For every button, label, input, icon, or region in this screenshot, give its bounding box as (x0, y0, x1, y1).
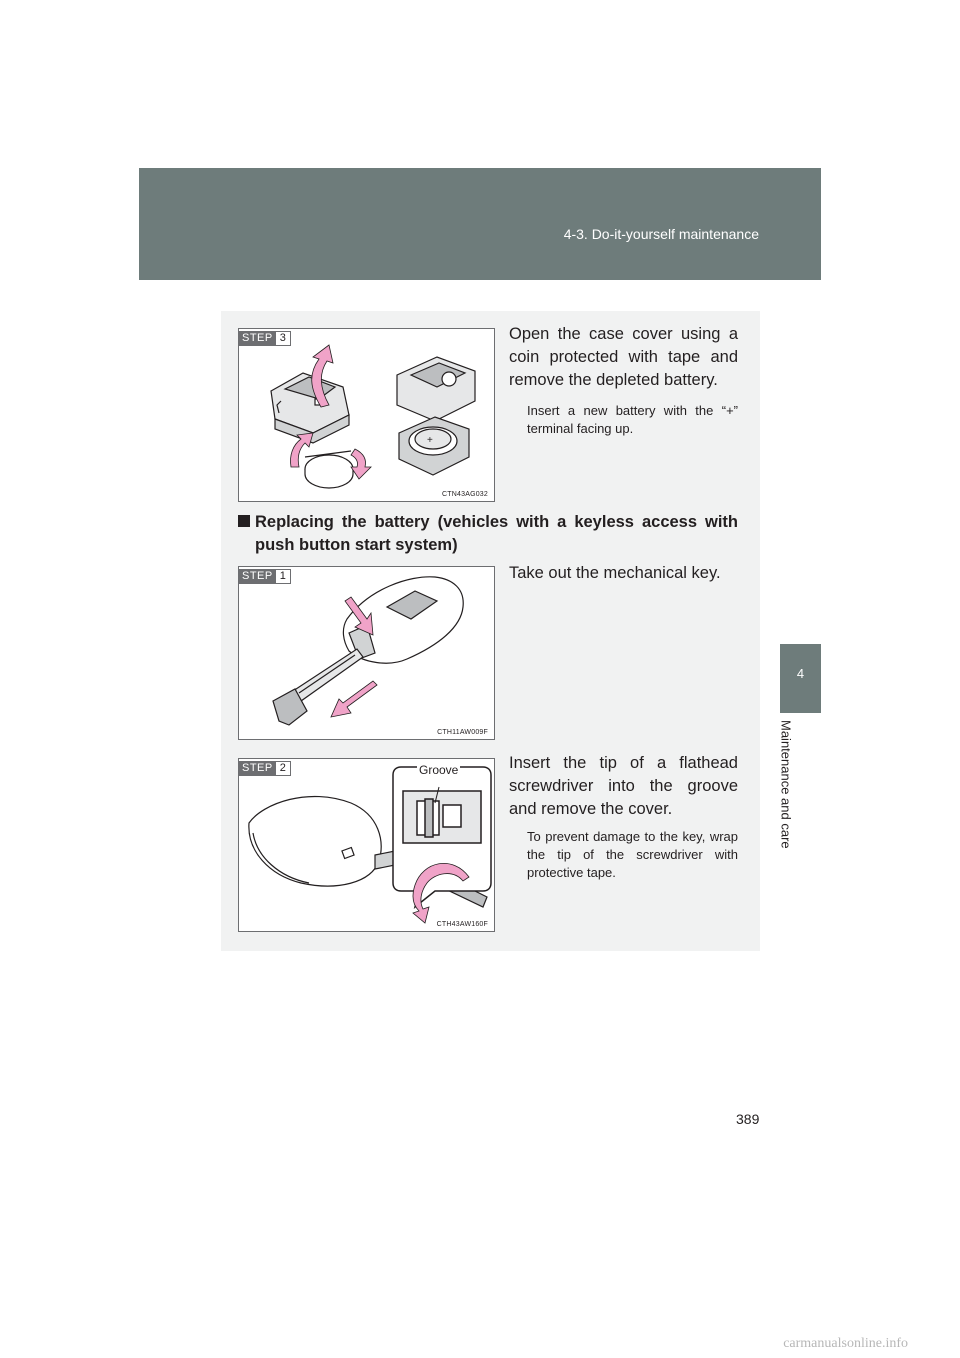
section-title: 4-3. Do-it-yourself maintenance (563, 226, 759, 242)
step-number: 1 (276, 569, 291, 584)
battery-case-illustration (239, 329, 495, 502)
figure-step-3 (238, 328, 495, 502)
subsection-heading: Replacing the battery (vehicles with a keyless access with push button start system) (238, 511, 738, 557)
step-3-text: Open the case cover using a coin protected with tape and remove the depleted battery. (509, 325, 738, 389)
figure-code: CTH43AW160F (436, 921, 488, 928)
svg-text:+: + (427, 435, 433, 446)
bullet-square-icon (238, 515, 250, 527)
step-1-text: Take out the mechanical key. (509, 564, 721, 582)
step-badge: STEP 1 (239, 569, 291, 584)
figure-step-1 (238, 566, 495, 740)
chapter-label: Maintenance and care (778, 720, 794, 849)
step-2-note: To prevent damage to the key, wrap the tip of the screwdriver with protective tape. (527, 829, 738, 880)
figure-code: CTN43AG032 (442, 491, 488, 498)
step-number: 3 (276, 331, 291, 346)
figure-step-2 (238, 758, 495, 932)
watermark: carmanualsonline.info (783, 1336, 908, 1351)
step-badge: STEP 3 (239, 331, 291, 346)
step-badge: STEP 2 (239, 761, 291, 776)
chapter-header (139, 168, 821, 280)
mechanical-key-illustration (239, 567, 495, 740)
groove-callout-label: Groove (419, 763, 459, 777)
chapter-tab (780, 644, 821, 713)
step-2-text: Insert the tip of a flathead screwdriver into the groove and remove the cover. (509, 754, 738, 818)
page-number: 389 (736, 1111, 760, 1127)
screwdriver-groove-illustration (239, 759, 495, 932)
figure-code: CTH11AW009F (437, 729, 488, 736)
step-number: 2 (276, 761, 291, 776)
step-3-note: Insert a new battery with the “+” terminal facing up. (527, 403, 738, 436)
chapter-number: 4 (796, 666, 805, 681)
chapter-side-label (772, 720, 800, 870)
